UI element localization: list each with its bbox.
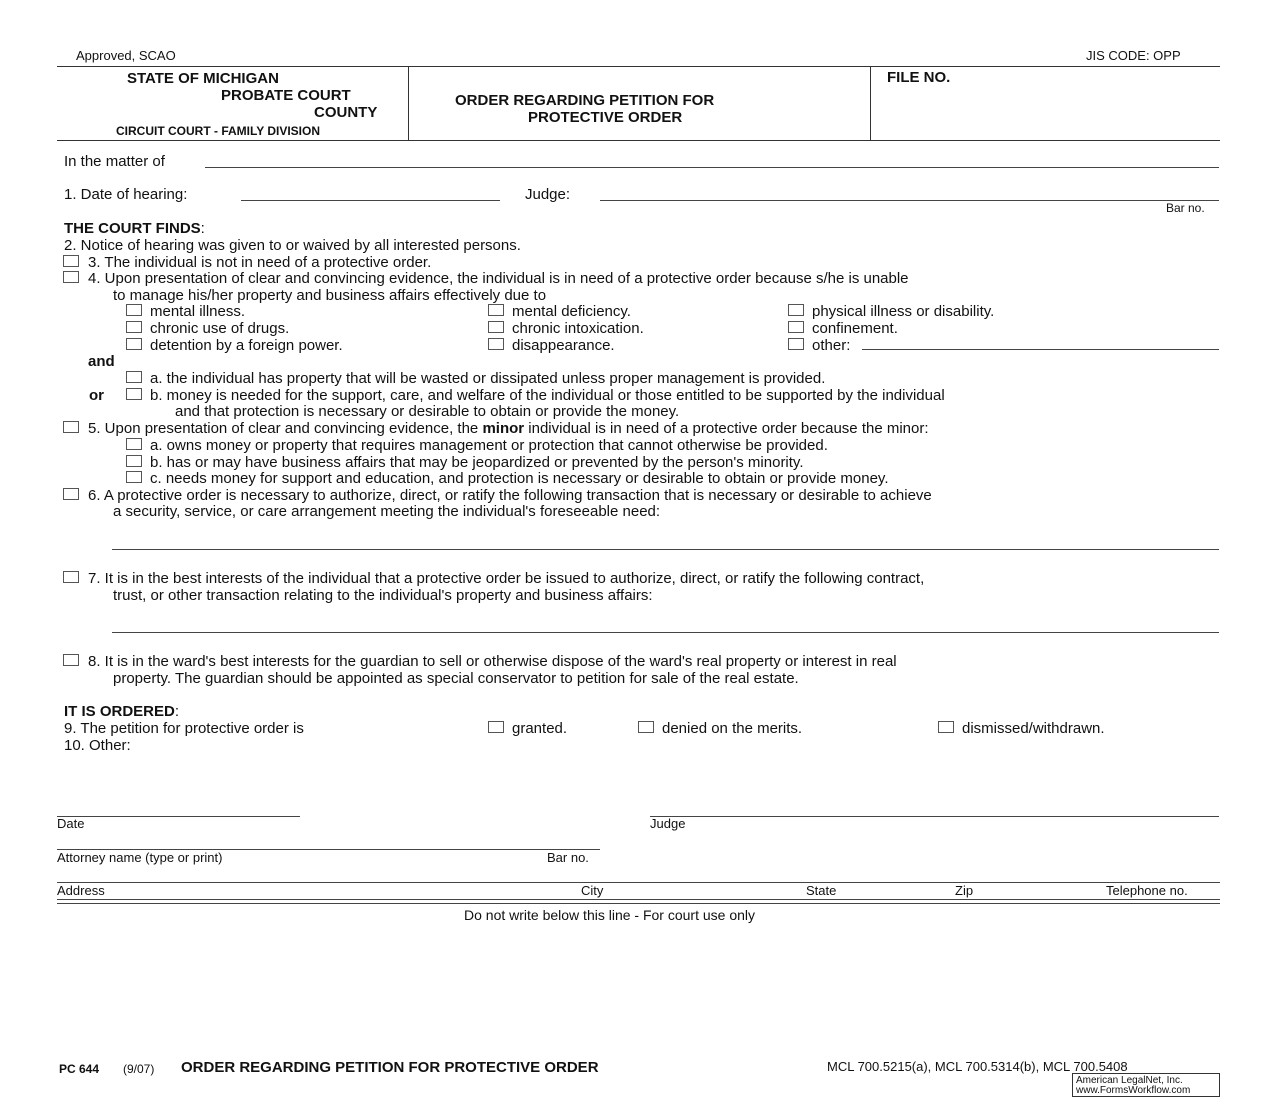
drugs-checkbox[interactable] <box>126 321 142 333</box>
mental-illness-label: mental illness. <box>150 303 246 320</box>
mental-deficiency-label: mental deficiency. <box>512 303 631 320</box>
order-item-9: 9. The petition for protective order is <box>64 720 304 737</box>
jis-code: JIS CODE: OPP <box>1086 48 1181 63</box>
physical-illness-checkbox[interactable] <box>788 304 804 316</box>
finding-item-6-line2: a security, service, or care arrangement meeting the individual's foreseeable need: <box>113 503 661 520</box>
item-5-checkbox[interactable] <box>63 421 79 433</box>
and-label: and <box>88 353 115 370</box>
form-number: PC 644 <box>59 1062 100 1076</box>
finding-item-4a: a. the individual has property that will be wasted or dissipated unless proper management is provided. <box>150 370 826 387</box>
finding-item-7-line2: trust, or other transaction relating to the individual's property and business affairs: <box>113 587 653 604</box>
finding-item-3: 3. The individual is not in need of a protective order. <box>88 254 432 271</box>
item-4a-checkbox[interactable] <box>126 371 142 383</box>
item-4b-checkbox[interactable] <box>126 388 142 400</box>
finding-item-5b: b. has or may have business affairs that may be jeopardized or prevented by the person's minority. <box>150 454 804 471</box>
attorney-name-label: Attorney name (type or print) <box>57 850 223 865</box>
judge-field[interactable] <box>600 200 1219 201</box>
header-divider <box>870 66 871 141</box>
finding-item-5: 5. Upon presentation of clear and convincing evidence, the minor individual is in need of a protective order because the minor: <box>88 420 929 437</box>
detention-label: detention by a foreign power. <box>150 337 343 354</box>
item-5b-checkbox[interactable] <box>126 455 142 467</box>
other-cause-label: other: <box>812 337 851 354</box>
header-divider <box>408 66 409 141</box>
approved-label: Approved, SCAO <box>76 48 176 63</box>
finding-item-7-line1: 7. It is in the best interests of the individual that a protective order be issued to authorize, direct, or ratify the following contract, <box>88 570 925 587</box>
stamp-line2: www.FormsWorkflow.com <box>1076 1085 1191 1096</box>
court-use-divider <box>57 899 1220 900</box>
zip-label: Zip <box>955 883 974 898</box>
physical-illness-label: physical illness or disability. <box>812 303 995 320</box>
or-label: or <box>89 387 104 404</box>
matter-label: In the matter of <box>64 153 165 170</box>
item-4-checkbox[interactable] <box>63 271 79 283</box>
footer-title: ORDER REGARDING PETITION FOR PROTECTIVE ORDER <box>181 1059 599 1076</box>
item-5a-checkbox[interactable] <box>126 438 142 450</box>
legalnet-stamp <box>1072 1073 1220 1097</box>
finding-item-4-line1: 4. Upon presentation of clear and convincing evidence, the individual is in need of a protective order because s/he is unable <box>88 270 909 287</box>
state-name: STATE OF MICHIGAN <box>127 70 279 87</box>
finding-item-8-line1: 8. It is in the ward's best interests for the guardian to sell or otherwise dispose of the ward's real property or interest in real <box>88 653 897 670</box>
dismissed-label: dismissed/withdrawn. <box>962 720 1105 737</box>
disappearance-label: disappearance. <box>512 337 615 354</box>
mental-deficiency-checkbox[interactable] <box>488 304 504 316</box>
file-no-field[interactable] <box>960 68 1215 138</box>
other-cause-field[interactable] <box>862 349 1219 350</box>
state-label: State <box>806 883 837 898</box>
court-use-divider <box>57 903 1220 904</box>
item-6-checkbox[interactable] <box>63 488 79 500</box>
detention-checkbox[interactable] <box>126 338 142 350</box>
judge-signature-label: Judge <box>650 816 686 831</box>
dismissed-checkbox[interactable] <box>938 721 954 733</box>
finding-item-5a: a. owns money or property that requires management or protection that cannot otherwise be provided. <box>150 437 828 454</box>
other-cause-checkbox[interactable] <box>788 338 804 350</box>
intoxication-checkbox[interactable] <box>488 321 504 333</box>
city-label: City <box>581 883 604 898</box>
granted-checkbox[interactable] <box>488 721 504 733</box>
item-7-checkbox[interactable] <box>63 571 79 583</box>
mental-illness-checkbox[interactable] <box>126 304 142 316</box>
intoxication-label: chronic intoxication. <box>512 320 644 337</box>
judge-bar-no-label: Bar no. <box>1166 201 1205 215</box>
court-use-note: Do not write below this line - For court use only <box>464 907 756 923</box>
disappearance-checkbox[interactable] <box>488 338 504 350</box>
item-3-checkbox[interactable] <box>63 255 79 267</box>
address-label: Address <box>57 883 105 898</box>
finding-item-5c: c. needs money for support and education, and protection is necessary or desirable to obtain or provide money. <box>150 470 889 487</box>
ordered-heading: IT IS ORDERED: <box>64 703 180 720</box>
file-no-label: FILE NO. <box>887 69 951 86</box>
drugs-label: chronic use of drugs. <box>150 320 290 337</box>
mcl-citations: MCL 700.5215(a), MCL 700.5314(b), MCL 700.5408 <box>827 1059 1128 1074</box>
findings-heading: THE COURT FINDS: <box>64 220 205 237</box>
date-field[interactable] <box>57 816 300 817</box>
item-7-field[interactable] <box>112 632 1219 633</box>
order-item-10: 10. Other: <box>64 737 131 754</box>
finding-item-4b-line2: and that protection is necessary or desirable to obtain or provide the money. <box>175 403 680 420</box>
county-label: COUNTY <box>314 104 378 121</box>
form-title-line1: ORDER REGARDING PETITION FOR <box>455 92 715 109</box>
matter-field[interactable] <box>205 167 1219 168</box>
stamp-line1: American LegalNet, Inc. <box>1076 1075 1183 1086</box>
confinement-label: confinement. <box>812 320 898 337</box>
finding-item-4b-line1: b. money is needed for the support, care, and welfare of the individual or those entitled to be supported by the individual <box>150 387 945 404</box>
judge-label: Judge: <box>525 186 571 203</box>
judge-signature-field[interactable] <box>650 816 1219 817</box>
attorney-bar-no-label: Bar no. <box>547 850 589 865</box>
finding-item-8-line2: property. The guardian should be appointed as special conservator to petition for sale of the real estate. <box>113 670 799 687</box>
date-label: Date <box>57 816 85 831</box>
finding-item-4-line2: to manage his/her property and business affairs effectively due to <box>113 287 547 304</box>
hearing-date-field[interactable] <box>241 200 500 201</box>
granted-label: granted. <box>512 720 568 737</box>
address-field[interactable] <box>57 882 1220 883</box>
circuit-court-label: CIRCUIT COURT - FAMILY DIVISION <box>116 124 321 138</box>
form-revision: (9/07) <box>123 1062 155 1076</box>
finding-item-6-line1: 6. A protective order is necessary to authorize, direct, or ratify the following transaction that is necessary or desirable to achieve <box>88 487 932 504</box>
hearing-date-label: 1. Date of hearing: <box>64 186 188 203</box>
denied-label: denied on the merits. <box>662 720 803 737</box>
denied-checkbox[interactable] <box>638 721 654 733</box>
telephone-label: Telephone no. <box>1106 883 1188 898</box>
confinement-checkbox[interactable] <box>788 321 804 333</box>
probate-court-label: PROBATE COURT <box>221 87 351 104</box>
item-6-field[interactable] <box>112 549 1219 550</box>
form-title-line2: PROTECTIVE ORDER <box>528 109 683 126</box>
item-5c-checkbox[interactable] <box>126 471 142 483</box>
item-8-checkbox[interactable] <box>63 654 79 666</box>
finding-item-2: 2. Notice of hearing was given to or waived by all interested persons. <box>64 237 521 254</box>
